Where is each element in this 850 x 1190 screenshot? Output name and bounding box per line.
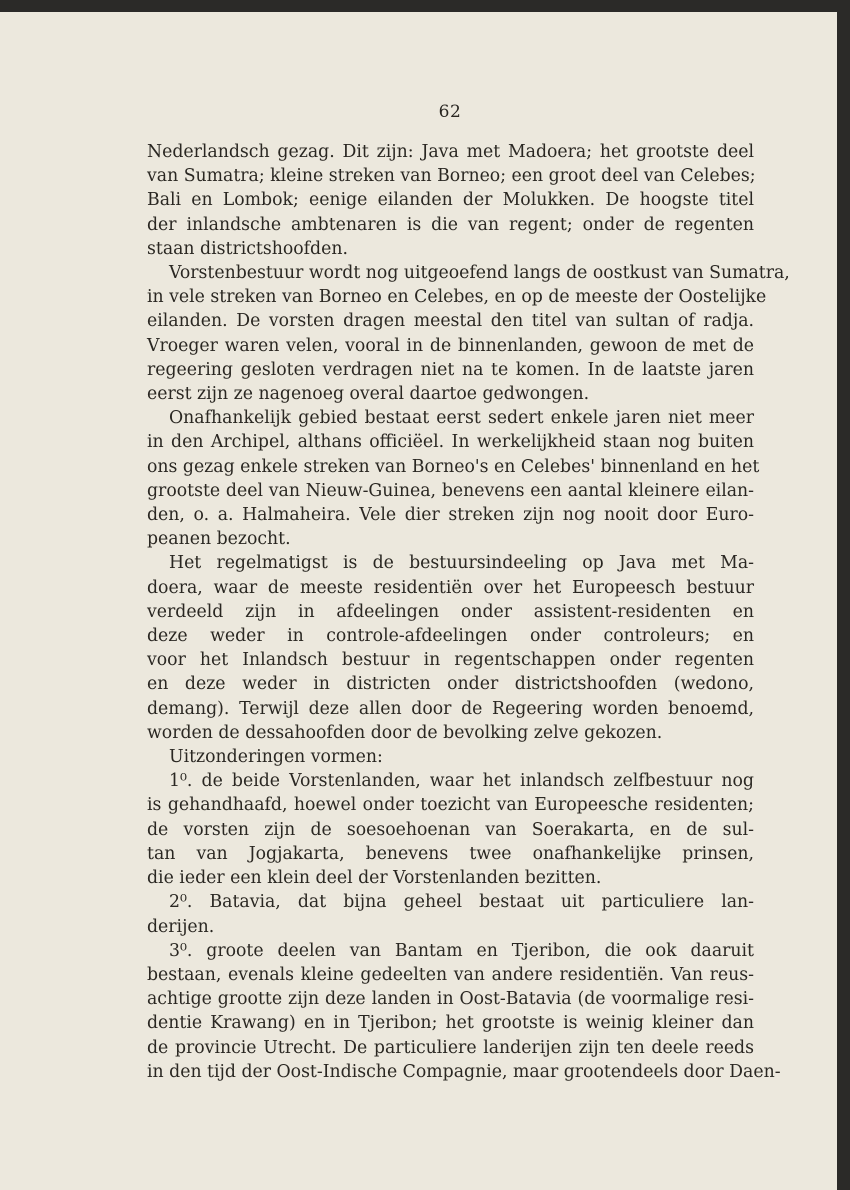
text-line: verdeeld zijn in afdeelingen onder assistent-residenten en xyxy=(147,601,754,622)
text-line: eilanden. De vorsten dragen meestal den titel van sultan of radja. xyxy=(147,311,754,332)
text-line: regeering gesloten verdragen niet na te komen. In de laatste jaren xyxy=(147,359,754,380)
text-line: der inlandsche ambtenaren is die van regent; onder de regenten xyxy=(147,214,754,235)
text-line: ons gezag enkele streken van Borneo's en Celebes' binnenland en het xyxy=(147,456,760,477)
text-line: tan van Jogjakarta, benevens twee onafhankelijke prinsen, xyxy=(147,843,754,864)
text-line: eerst zijn ze nagenoeg overal daartoe gedwongen. xyxy=(147,384,590,405)
text-line: is gehandhaafd, hoewel onder toezicht van Europeesche residenten; xyxy=(147,795,754,816)
text-line: doera, waar de meeste residentiën over het Europeesch bestuur xyxy=(147,577,754,598)
text-line: demang). Terwijl deze allen door de Regeering worden benoemd, xyxy=(147,698,754,719)
text-line: de provincie Utrecht. De particuliere landerijen zijn ten deele reeds xyxy=(147,1037,754,1058)
book-page xyxy=(0,12,837,1190)
text-line: Het regelmatigst is de bestuursindeeling op Java met Ma- xyxy=(169,553,754,574)
text-line: achtige grootte zijn deze landen in Oost-Batavia (de voormalige resi- xyxy=(147,989,754,1010)
text-line: dentie Krawang) en in Tjeribon; het grootste is weinig kleiner dan xyxy=(147,1013,754,1034)
text-line: bestaan, evenals kleine gedeelten van andere residentiën. Van reus- xyxy=(147,964,754,985)
text-line: Bali en Lombok; eenige eilanden der Molukken. De hoogste titel xyxy=(147,190,754,211)
text-line: peanen bezocht. xyxy=(147,529,291,550)
text-line: 1⁰. de beide Vorstenlanden, waar het inlandsch zelfbestuur nog xyxy=(169,771,754,792)
text-line: en deze weder in districten onder districtshoofden (wedono, xyxy=(147,674,754,695)
text-line: van Sumatra; kleine streken van Borneo; een groot deel van Celebes; xyxy=(147,166,756,187)
text-line: 2⁰. Batavia, dat bijna geheel bestaat uit particuliere lan- xyxy=(169,892,754,913)
text-line: deze weder in controle-afdeelingen onder controleurs; en xyxy=(147,626,754,647)
text-line: Vroeger waren velen, vooral in de binnenlanden, gewoon de met de xyxy=(147,335,754,356)
text-line: in den tijd der Oost-Indische Compagnie, maar grootendeels door Daen- xyxy=(147,1061,781,1082)
text-line: in vele streken van Borneo en Celebes, en op de meeste der Oostelijke xyxy=(147,287,767,308)
body-text xyxy=(147,140,790,1084)
text-line: Uitzonderingen vormen: xyxy=(169,747,383,768)
text-line: die ieder een klein deel der Vorstenlanden bezitten. xyxy=(147,868,602,889)
text-line: staan districtshoofden. xyxy=(147,238,348,259)
text-line: den, o. a. Halmaheira. Vele dier streken zijn nog nooit door Euro- xyxy=(147,505,754,526)
text-line: 3⁰. groote deelen van Bantam en Tjeribon, die ook daaruit xyxy=(169,940,754,961)
text-line: worden de dessahoofden door de bevolking zelve gekozen. xyxy=(147,722,663,743)
scan-right-border xyxy=(837,0,850,1190)
text-line: Vorstenbestuur wordt nog uitgeoefend langs de oostkust van Sumatra, xyxy=(169,263,790,284)
page-number: 62 xyxy=(438,102,462,122)
text-line: Nederlandsch gezag. Dit zijn: Java met Madoera; het grootste deel xyxy=(147,142,754,162)
scan-top-border xyxy=(0,0,850,12)
text-line: de vorsten zijn de soesoehoenan van Soerakarta, en de sul- xyxy=(147,819,754,840)
text-line: derijen. xyxy=(147,916,215,937)
text-line: in den Archipel, althans officiëel. In werkelijkheid staan nog buiten xyxy=(147,432,754,453)
text-line: voor het Inlandsch bestuur in regentschappen onder regenten xyxy=(147,650,754,671)
text-line: Onafhankelijk gebied bestaat eerst sedert enkele jaren niet meer xyxy=(169,408,754,429)
text-line: grootste deel van Nieuw-Guinea, benevens een aantal kleinere eilan- xyxy=(147,480,754,501)
